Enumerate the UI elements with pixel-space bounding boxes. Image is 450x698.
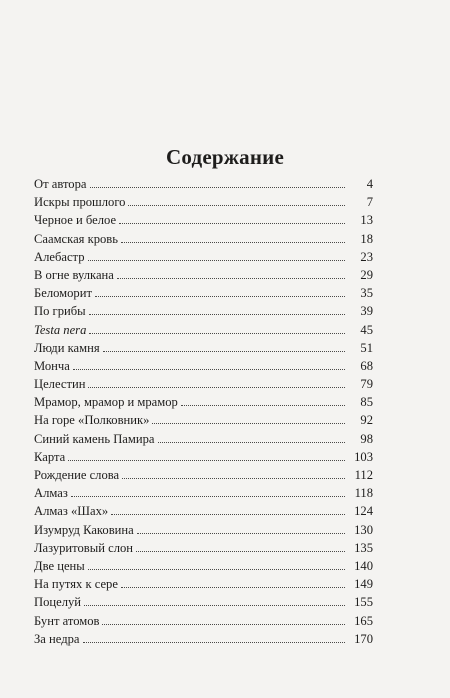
dot-leader [117,278,345,279]
toc-entry [34,593,373,611]
toc-entry-title: Монча [34,358,70,373]
toc-entry [34,266,373,284]
toc-entry-title: Синий камень Памира [34,431,155,446]
dot-leader [119,223,345,224]
toc-entry [34,630,373,648]
toc-entry-page-number: 135 [354,540,373,555]
dot-leader [71,496,345,497]
toc-entry-page-number: 124 [354,504,373,519]
toc-entry-title: По грибы [34,304,86,319]
toc-entry [34,539,373,557]
toc-entry [34,230,373,248]
dot-leader [83,642,345,643]
toc-entry-page-number: 35 [360,286,373,301]
dot-leader [95,296,345,297]
dot-leader [121,587,345,588]
toc-entry [34,339,373,357]
toc-entry-title: Искры прошлого [34,195,126,210]
toc-entry-title: Лазуритовый слон [34,540,134,555]
toc-entry-page-number: 118 [354,486,373,501]
toc-entry-title: Изумруд Каковина [34,522,134,537]
toc-entry-title: Поцелуй [34,595,82,610]
toc-entry-title: В огне вулкана [34,267,114,282]
dot-leader [181,405,345,406]
toc-entry-title: Мрамор, мрамор и мрамор [34,395,178,410]
dot-leader [102,624,345,625]
toc-entry-title: Две цены [34,558,85,573]
toc-entry [34,575,373,593]
toc-entry [34,521,373,539]
toc-entry-page-number: 155 [354,595,373,610]
toc-entry-page-number: 51 [360,340,373,355]
dot-leader [89,333,345,334]
toc-entry-page-number: 98 [360,431,373,446]
toc-entry [34,375,373,393]
toc-entry [34,393,373,411]
toc-entry-page-number: 13 [360,213,373,228]
toc-entry [34,466,373,484]
toc-entry [34,211,373,229]
toc-entry [34,502,373,520]
toc-entry-page-number: 85 [360,395,373,410]
dot-leader [128,205,345,206]
toc-entry [34,430,373,448]
toc-entry-title: Алебастр [34,249,85,264]
toc-entry-page-number: 149 [354,577,373,592]
dot-leader [88,387,345,388]
toc-entry [34,193,373,211]
toc-entry-title: Целестин [34,377,86,392]
toc-entry [34,411,373,429]
toc-entry-title: Карта [34,449,66,464]
page-title: Содержание [166,145,284,170]
toc-entry-page-number: 18 [360,231,373,246]
dot-leader [73,369,345,370]
toc-entry-page-number: 39 [360,304,373,319]
toc-entry-page-number: 29 [360,267,373,282]
toc-entry-page-number: 130 [354,522,373,537]
dot-leader [88,569,345,570]
dot-leader [137,533,345,534]
dot-leader [88,260,345,261]
toc-entry-title: Саамская кровь [34,231,118,246]
dot-leader [68,460,345,461]
dot-leader [84,605,345,606]
toc-entry-title: Testa nera [34,322,87,337]
toc-entry-title: Рождение слова [34,468,120,482]
table-of-contents [34,175,373,648]
toc-entry-title: От автора [34,177,87,191]
toc-entry-page-number: 79 [360,377,373,392]
dot-leader [103,351,345,352]
toc-entry-title: На горе «Полковник» [34,413,150,428]
toc-entry [34,357,373,375]
toc-entry-page-number: 7 [366,195,373,210]
toc-entry-page-number: 45 [360,322,373,337]
toc-entry-page-number: 103 [354,449,373,464]
toc-entry-page-number: 4 [366,177,373,191]
dot-leader [89,314,345,315]
toc-entry [34,612,373,630]
toc-entry [34,248,373,266]
toc-entry-title: Черное и белое [34,213,117,228]
toc-entry [34,302,373,320]
toc-entry [34,175,373,193]
toc-entry-title: Алмаз «Шах» [34,504,109,519]
toc-entry-title: Алмаз [34,486,68,501]
toc-entry-page-number: 68 [360,358,373,373]
toc-entry-page-number: 165 [354,613,373,628]
toc-entry-page-number: 112 [354,468,373,482]
dot-leader [121,242,345,243]
toc-entry-page-number: 23 [360,249,373,264]
dot-leader [122,478,345,479]
dot-leader [90,187,346,188]
toc-entry-page-number: 92 [360,413,373,428]
toc-entry-title: На путях к сере [34,577,118,592]
toc-entry-page-number: 170 [354,631,373,646]
toc-entry [34,321,373,339]
toc-entry [34,484,373,502]
dot-leader [158,442,346,443]
toc-entry [34,284,373,302]
toc-entry-title: Бунт атомов [34,613,100,628]
toc-entry [34,557,373,575]
toc-entry [34,448,373,466]
dot-leader [136,551,345,552]
toc-entry-title: За недра [34,631,80,646]
dot-leader [111,514,345,515]
toc-entry-title: Люди камня [34,340,100,355]
toc-entry-page-number: 140 [354,558,373,573]
toc-entry-title: Беломорит [34,286,92,301]
dot-leader [152,423,345,424]
